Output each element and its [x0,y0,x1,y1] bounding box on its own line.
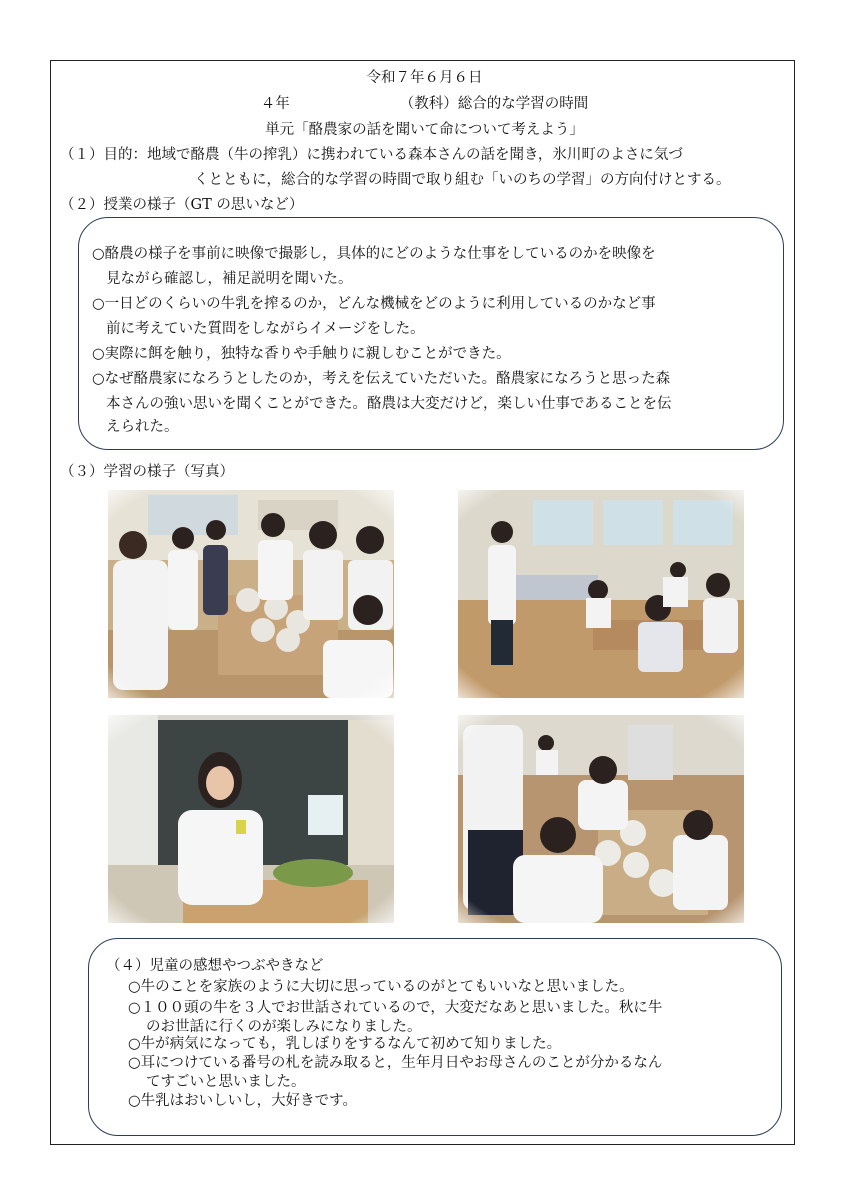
grade-subject-line [0,92,849,113]
grade: ４年 [260,96,290,112]
lesson-line: ○実際に餌を触り，独特な香りや手触りに親しむことができた。 [92,346,511,362]
unit-title: 単元「酪農家の話を聞いて命について考えよう」 [265,122,584,138]
lesson-line: ○一日どのくらいの牛乳を搾るのか，どんな機械をどのように利用しているのかなど事 [92,296,656,312]
impression-line: てすごいと思いました。 [146,1074,306,1090]
photo-speaker-at-blackboard [108,715,394,923]
photo-classroom-presentation [458,490,744,698]
impression-line: のお世話に行くのが楽しみになりました。 [146,1019,422,1035]
photo-students-with-feed [108,490,394,698]
subject: （教科）総合的な学習の時間 [399,96,589,112]
impressions-heading: （４）児童の感想やつぶやきなど [106,958,324,974]
impression-line: ○牛乳はおいしいし，大好きです。 [128,1093,357,1109]
date: 令和７年６月６日 [366,70,483,86]
lesson-line: えられた。 [106,419,179,435]
lesson-line: 前に考えていた質問をしながらイメージをした。 [106,321,425,337]
purpose-line-2: くとともに，総合的な学習の時間で取り組む「いのちの学習」の方向付けとする。 [194,172,731,188]
impression-line: ○牛のことを家族のように大切に思っているのがとてもいいなと思いました。 [128,979,634,995]
lesson-line: 見ながら確認し，補足説明を聞いた。 [106,271,353,287]
lesson-line: 本さんの強い思いを聞くことができた。酪農は大変だけど，楽しい仕事であることを伝 [106,396,672,412]
lesson-heading: （２）授業の様子（GT の思いなど） [60,197,304,213]
purpose-line-1: （１）目的：地域で酪農（牛の搾乳）に携われている森本さんの話を聞き，氷川町のよさに気づ [60,147,683,163]
impression-line: ○１００頭の牛を３人でお世話されているので，大変だなあと思いました。秋に牛 [128,1000,663,1016]
lesson-line: ○なぜ酪農家になろうとしたのか，考えを伝えていただいた。酪農家になろうと思った森 [92,371,671,387]
impression-line: ○耳につけている番号の札を読み取ると，生年月日やお母さんのことが分かるなん [128,1055,663,1071]
photo-students-touching-feed [458,715,744,923]
photos-heading: （３）学習の様子（写真） [60,464,234,480]
lesson-line: ○酪農の様子を事前に映像で撮影し，具体的にどのような仕事をしているのかを映像を [92,246,656,262]
impression-line: ○牛が病気になっても，乳しぼりをするなんて初めて知りました。 [128,1036,562,1052]
